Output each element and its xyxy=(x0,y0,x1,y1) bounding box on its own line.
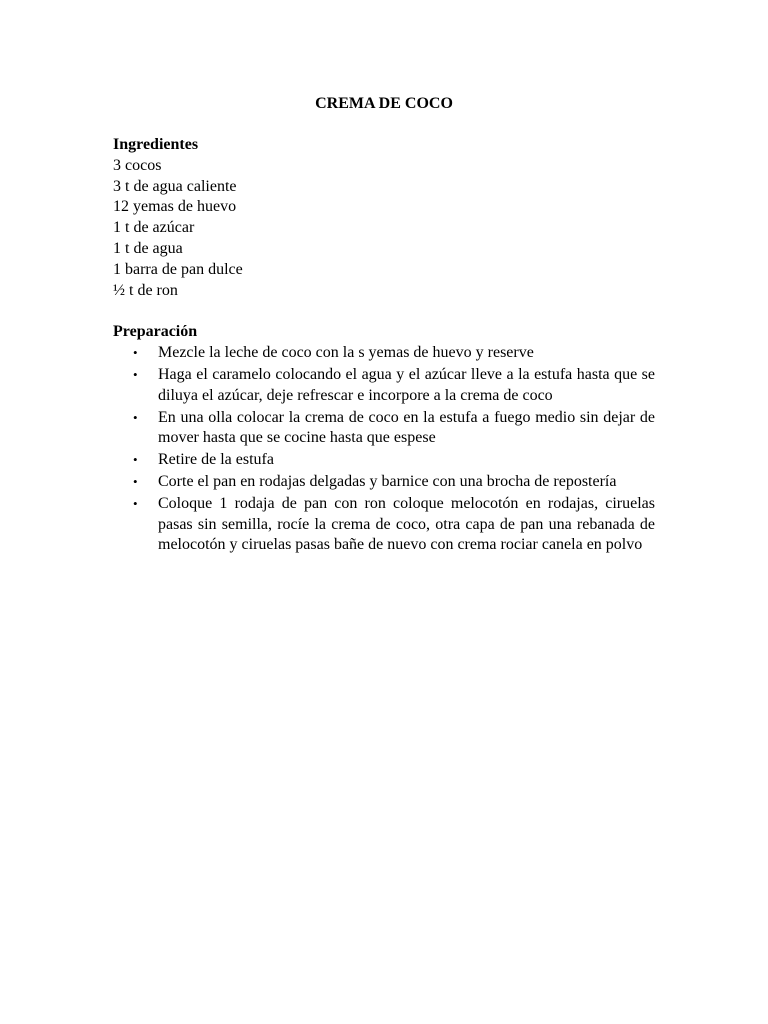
step-item xyxy=(113,472,655,493)
page-title: CREMA DE COCO xyxy=(315,95,453,112)
ingredient-item: 1 t de agua xyxy=(113,239,183,257)
bullet-icon: • xyxy=(133,473,138,489)
bullet-icon: • xyxy=(133,452,138,468)
ingredient-item: 1 barra de pan dulce xyxy=(113,260,243,278)
step-item xyxy=(113,408,655,450)
preparation-steps-list xyxy=(113,343,655,556)
step-item xyxy=(113,450,655,471)
document-body xyxy=(113,135,655,557)
preparation-heading: Preparación xyxy=(113,323,198,341)
bullet-icon: • xyxy=(133,366,138,382)
bullet-icon: • xyxy=(133,345,138,361)
step-text: Corte el pan en rodajas delgadas y barnice con una brocha de repostería xyxy=(158,472,617,490)
ingredient-item: 1 t de azúcar xyxy=(113,219,195,237)
step-item xyxy=(113,494,655,556)
ingredient-item: 3 t de agua caliente xyxy=(113,177,237,195)
ingredients-heading: Ingredientes xyxy=(113,136,199,153)
ingredient-item: ½ t de ron xyxy=(113,281,178,299)
step-text: Retire de la estufa xyxy=(158,451,274,469)
bullet-icon: • xyxy=(133,495,138,511)
step-item xyxy=(113,343,655,364)
step-text: Haga el caramelo colocando el agua y el azúcar lleve a la estufa hasta que se diluya el azúcar, deje refrescar e incorpore a la crema de coco xyxy=(158,365,655,404)
bullet-icon: • xyxy=(133,409,138,425)
step-item xyxy=(113,365,655,407)
step-text: Mezcle la leche de coco con la s yemas de huevo y reserve xyxy=(158,344,534,362)
step-text: En una olla colocar la crema de coco en la estufa a fuego medio sin dejar de mover hasta que se cocine hasta que espese xyxy=(158,408,655,447)
ingredient-item: 3 cocos xyxy=(113,156,162,174)
step-text: Coloque 1 rodaja de pan con ron coloque melocotón en rodajas, ciruelas pasas sin semilla, rocíe la crema de coco, otra capa de pan una rebanada de melocotón y ciruelas pasas bañe de nuevo con crema rociar canela en polvo xyxy=(158,494,655,554)
ingredients-list xyxy=(113,156,655,302)
ingredient-item: 12 yemas de huevo xyxy=(113,198,237,216)
